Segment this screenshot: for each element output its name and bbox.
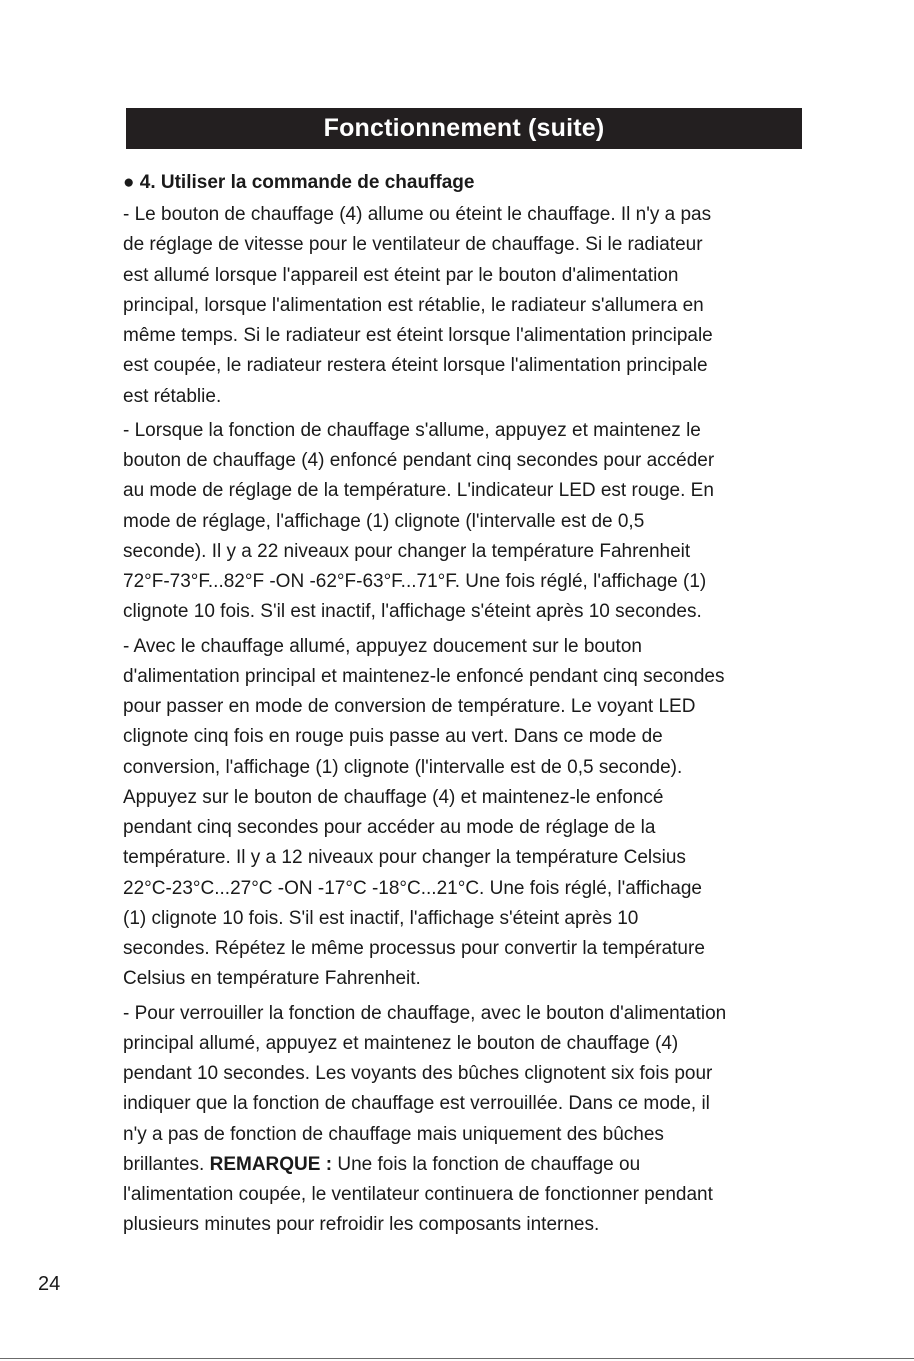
paragraph-celsius-conversion [123,632,803,995]
text-line: 72°F-73°F...82°F -ON -62°F-63°F...71°F. Une fois réglé, l'affichage (1) [123,571,707,592]
text-line: 22°C-23°C...27°C -ON -17°C -18°C...21°C. Une fois réglé, l'affichage [123,877,702,899]
text-line: clignote 10 fois. S'il est inactif, l'affichage s'éteint après 10 secondes. [123,601,702,623]
text-line-with-remark [123,1150,803,1180]
remark-label: REMARQUE : [209,1153,333,1175]
text-line: indiquer que la fonction de chauffage est verrouillée. Dans ce mode, il [123,1093,710,1115]
text-line: n'y a pas de fonction de chauffage mais uniquement des bûches [123,1123,664,1145]
text-line: bouton de chauffage (4) enfoncé pendant cinq secondes pour accéder [123,450,715,471]
paragraph-fahrenheit-setting [123,416,803,628]
text-line: Appuyez sur le bouton de chauffage (4) et maintenez-le enfoncé [123,786,664,808]
bottom-divider [0,1358,914,1359]
text-line: est allumé lorsque l'appareil est éteint par le bouton d'alimentation [123,264,679,286]
text-line: (1) clignote 10 fois. S'il est inactif, l'affichage s'éteint après 10 [123,907,639,929]
text-line: mode de réglage, l'affichage (1) clignote (l'intervalle est de 0,5 [123,510,645,532]
text-line: - Pour verrouiller la fonction de chauffage, avec le bouton d'alimentation [123,1002,727,1024]
text-line: - Lorsque la fonction de chauffage s'allume, appuyez et maintenez le [123,419,701,441]
text-line: Celsius en température Fahrenheit. [123,968,421,990]
text-line: d'alimentation principal et maintenez-le enfoncé pendant cinq secondes [123,665,725,687]
text-line: conversion, l'affichage (1) clignote (l'intervalle est de 0,5 seconde). [123,756,683,778]
text-line: plusieurs minutes pour refroidir les composants internes. [123,1214,600,1236]
text-line: est rétablie. [123,385,222,407]
section-header-bar [126,108,802,149]
paragraph-heater-lock [123,999,803,1241]
text-line: principal allumé, appuyez et maintenez le bouton de chauffage (4) [123,1032,679,1054]
page-content [123,168,803,1245]
text-line: pendant cinq secondes pour accéder au mode de réglage de la [123,817,656,838]
section-heading: ● 4. Utiliser la commande de chauffage [123,172,475,193]
text-line: pour passer en mode de conversion de température. Le voyant LED [123,696,696,717]
paragraph-heater-button [123,200,803,412]
text-line: principal, lorsque l'alimentation est rétablie, le radiateur s'allumera en [123,294,704,316]
text-line: même temps. Si le radiateur est éteint lorsque l'alimentation principale [123,325,713,346]
text-line: - Avec le chauffage allumé, appuyez doucement sur le bouton [123,635,642,657]
text-line: clignote cinq fois en rouge puis passe au vert. Dans ce mode de [123,726,663,748]
remark-prefix: brillantes. [123,1153,210,1175]
text-line: secondes. Répétez le même processus pour convertir la température [123,938,705,959]
text-line: - Le bouton de chauffage (4) allume ou éteint le chauffage. Il n'y a pas [123,204,712,225]
section-header-title: Fonctionnement (suite) [323,114,605,142]
text-line: pendant 10 secondes. Les voyants des bûches clignotent six fois pour [123,1063,713,1084]
text-line: seconde). Il y a 22 niveaux pour changer la température Fahrenheit [123,540,691,562]
text-line: est coupée, le radiateur restera éteint lorsque l'alimentation principale [123,355,708,377]
page-number: 24 [38,1273,61,1295]
remark-suffix: Une fois la fonction de chauffage ou [332,1153,641,1175]
text-line: l'alimentation coupée, le ventilateur continuera de fonctionner pendant [123,1184,713,1205]
text-line: au mode de réglage de la température. L'indicateur LED est rouge. En [123,480,714,502]
text-line: température. Il y a 12 niveaux pour changer la température Celsius [123,847,686,869]
text-line: de réglage de vitesse pour le ventilateur de chauffage. Si le radiateur [123,234,703,256]
